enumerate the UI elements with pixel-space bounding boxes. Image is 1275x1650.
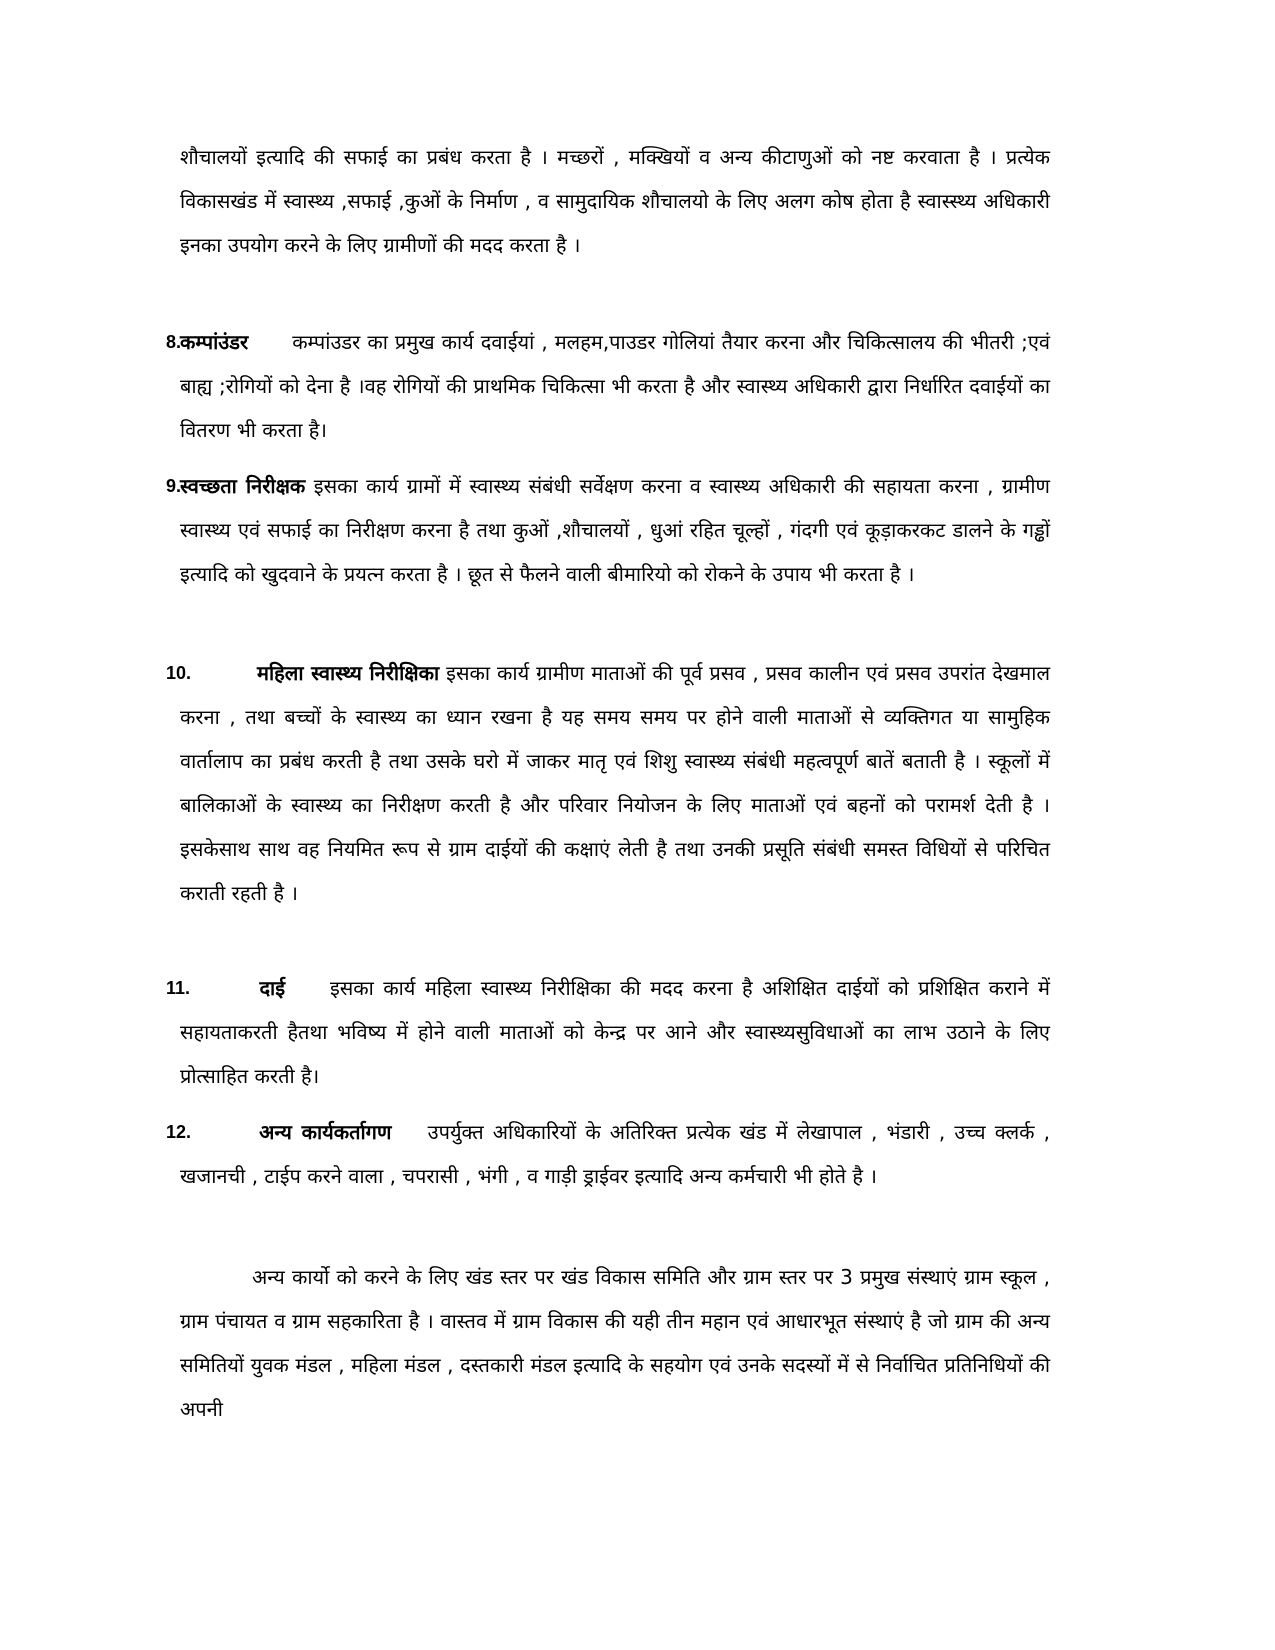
item-text: इसका कार्य ग्रामीण माताओं की पूर्व प्रसव , प्रसव कालीन एवं प्रसव उपरांत देखमाल करना , तथा बच्चों के स्वास्थ्य का ध्यान रखना है यह समय समय पर होने वाली माताओं से व्यक्तिगत या सामुहिक वार्तालाप का प्रबंध करती है तथा उसके घरो में जाकर मातृ एवं शिशु स्वास्थ्य संबंधी महत्वपूर्ण बातें बताती है । स्कूलों में बालिकाओं के स्वास्थ्य का निरीक्षण करती है और परिवार नियोजन के लिए माताओं एवं बहनों को परामर्श देती है । इसकेसाथ साथ वह नियमित रूप से ग्राम दाईयों की कक्षाएं लेती है तथा उनकी प्रसूति संबंधी समस्त विधियों से परिचित कराती रहती है ।	[180, 661, 1051, 905]
list-item-10	[166, 651, 1051, 915]
list-item-12	[166, 1110, 1050, 1198]
item-number: 8.	[166, 332, 182, 352]
item-text: इसका कार्य महिला स्वास्थ्य निरीक्षिका की मदद करना है अशिक्षित दाईयों को प्रशिक्षित कराने में सहायताकरती हैतथा भविष्य में होने वाली माताओं को केन्द्र पर आने और स्वास्थ्यसुविधाओं का लाभ उठाने के लिए प्रोत्साहित करती है।	[180, 976, 1050, 1088]
item-heading: दाई	[259, 976, 286, 1000]
intro-paragraph: शौचालयों इत्यादि की सफाई का प्रबंध करता है । मच्छरों , मक्खियों व अन्य कीटाणुओं को नष्ट करवाता है । प्रत्येक विकासखंड में स्वास्थ्य ,सफाई ,कुओं के निर्माण , व सामुदायिक शौचालयो के लिए अलग कोष होता है स्वास्स्थ्य अधिकारी इनका उपयोग करने के लिए ग्रामीणों की मदद करता है ।	[180, 145, 1050, 257]
list-item-9	[166, 464, 1050, 596]
item-text: उपर्युक्त अधिकारियों के अतिरिक्त प्रत्येक खंड में लेखापाल , भंडारी , उच्च क्लर्क , खजानची , टाईप करने वाला , चपरासी , भंगी , व गाड़ी ड्राईवर इत्यादि अन्य कर्मचारी भी होते है ।	[180, 1120, 1050, 1188]
item-text: इसका कार्य ग्रामों में स्वास्थ्य संबंधी सर्वेक्षण करना व स्वास्थ्य अधिकारी की सहायता करना , ग्रामीण स्वास्थ्य एवं सफाई का निरीक्षण करना है तथा कुओं ,शौचालयों , धुआं रहित चूल्हों , गंदगी एवं कूड़ाकरकट डालने के गड्ढों इत्यादि को खुदवाने के प्रयत्न करता है । छूत से फैलने वाली बीमारियो को रोकने के उपाय भी करता है ।	[180, 474, 1050, 586]
item-number: 10.	[166, 663, 192, 683]
item-number: 9.	[166, 476, 182, 496]
list-item-8	[166, 320, 1050, 452]
item-heading: स्वच्छता निरीक्षक	[180, 474, 306, 498]
item-heading: अन्य कार्यकर्तागण	[259, 1120, 392, 1144]
item-number: 12.	[166, 1122, 192, 1142]
item-heading: महिला स्वास्थ्य निरीक्षिका	[257, 661, 440, 685]
item-number: 11.	[166, 978, 191, 998]
list-item-11	[166, 966, 1050, 1098]
item-heading: कम्पांउंडर	[180, 330, 249, 354]
closing-paragraph-text: अन्य कार्यो को करने के लिए खंड स्तर पर खंड विकास समिति और ग्राम स्तर पर 3 प्रमुख संस्थाएं ग्राम स्कूल , ग्राम पंचायत व ग्राम सहकारिता है । वास्तव में ग्राम विकास की यही तीन महान एवं आधारभूत संस्थाएं है जो ग्राम की अन्य समितियों युवक मंडल , महिला मंडल , दस्तकारी मंडल इत्यादि के सहयोग एवं उनके सदस्यों में से निर्वाचित प्रतिनिधियों की अपनी	[180, 1265, 1050, 1421]
item-text: कम्पांउडर का प्रमुख कार्य दवाईयां , मलहम,पाउडर गोलियां तैयार करना और चिकित्सालय की भीतरी ;एवं बाह्य ;रोगियों को देना है ।वह रोगियों की प्राथमिक चिकित्सा भी करता है और स्वास्थ्य अधिकारी द्वारा निर्धारित दवाईयों का वितरण भी करता है।	[180, 330, 1050, 442]
closing-paragraph	[180, 1255, 1050, 1431]
